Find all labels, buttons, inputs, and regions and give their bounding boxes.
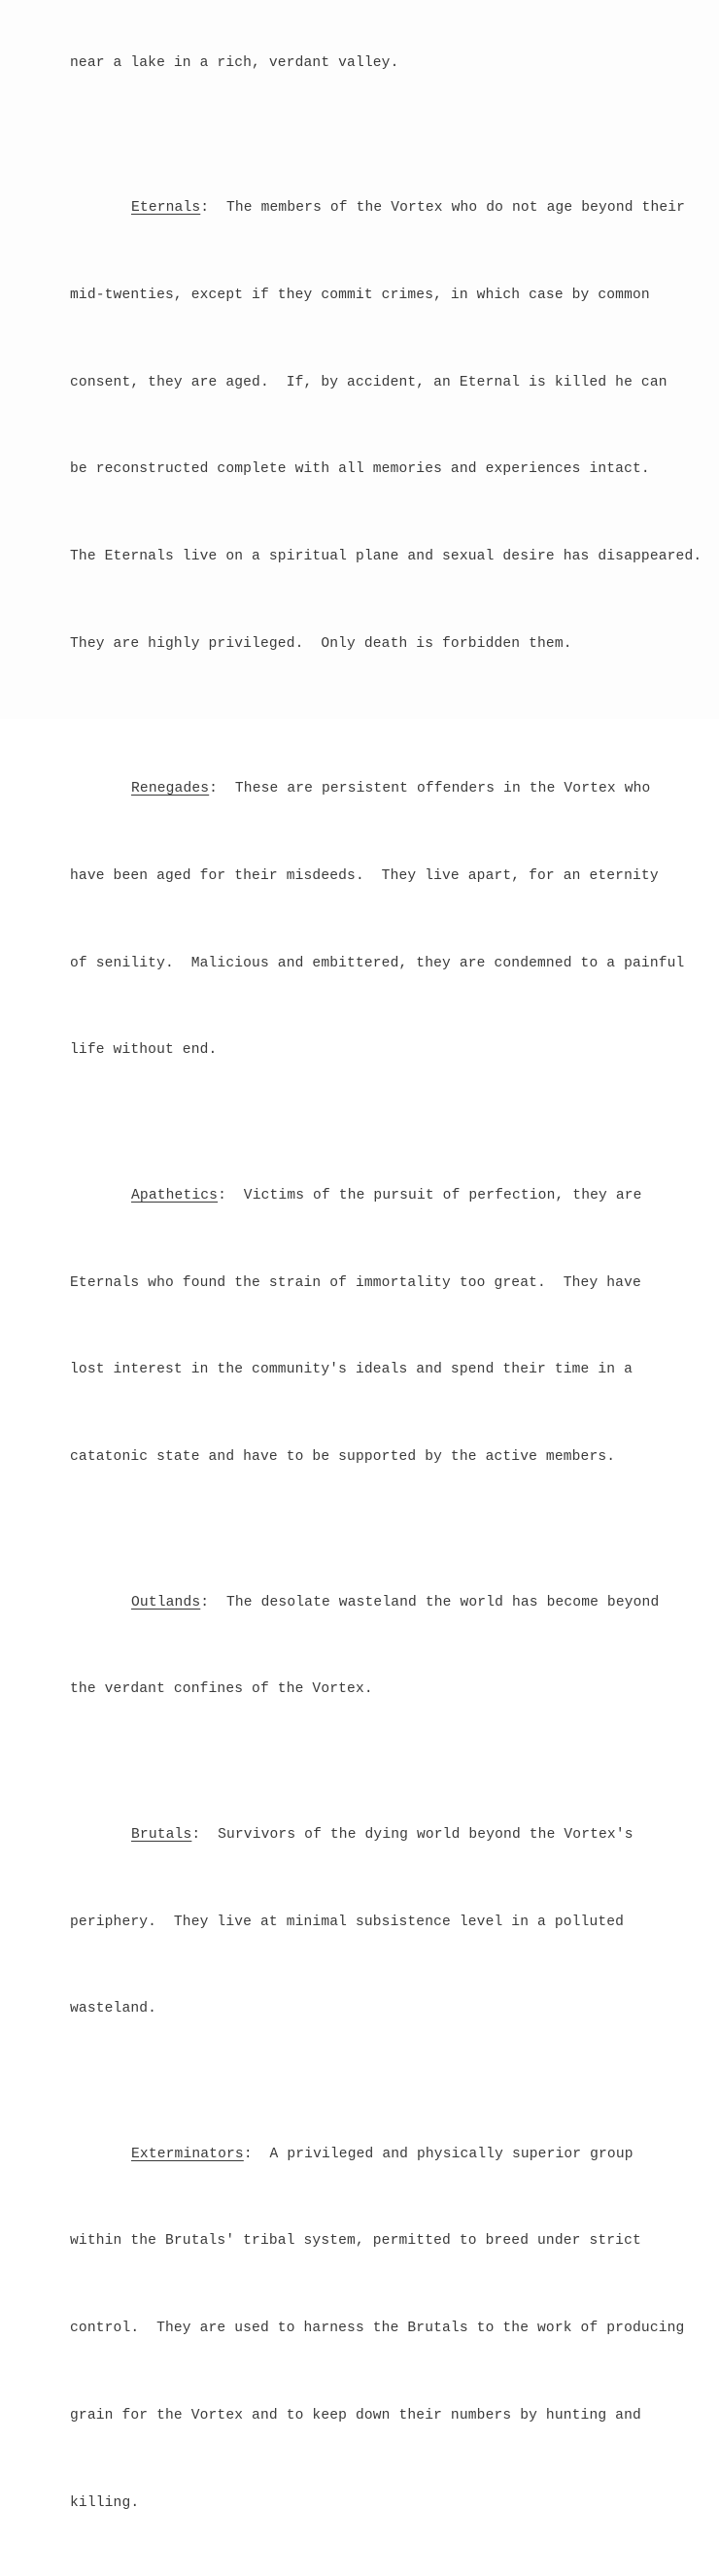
definition-line: be reconstructed complete with all memories and experiences intact. xyxy=(70,461,650,478)
entry-brutals-heading-line xyxy=(70,1821,719,1850)
definition-line: catatonic state and have to be supported by the active members. xyxy=(70,1449,616,1466)
definition-line: killing. xyxy=(70,2494,140,2511)
definition-line: periphery. They live at minimal subsistence level in a polluted xyxy=(70,1914,625,1930)
definition-line: of senility. Malicious and embittered, they are condemned to a painful xyxy=(70,955,685,971)
definition-line: mid-twenties, except if they commit crimes, in which case by common xyxy=(70,288,650,304)
definition-line: Eternals who found the strain of immortality too great. They have xyxy=(70,1274,641,1291)
definition-start: : Survivors of the dying world beyond the Vortex's xyxy=(191,1826,633,1843)
definition-line: have been aged for their misdeeds. They live apart, for an eternity xyxy=(70,868,659,885)
definition-line: grain for the Vortex and to keep down their numbers by hunting and xyxy=(70,2407,641,2423)
entry-outlands-heading-line xyxy=(70,1589,719,1618)
entry-eternals-heading-line xyxy=(70,194,719,223)
definition-start: : The desolate wasteland the world has become beyond xyxy=(200,1594,660,1610)
entry-renegades-heading-line xyxy=(70,775,719,804)
definition-line: They are highly privileged. Only death is forbidden them. xyxy=(70,635,572,652)
entry-apathetics-heading-line xyxy=(70,1182,719,1211)
definition-line: consent, they are aged. If, by accident, an Eternal is killed he can xyxy=(70,374,668,390)
definition-line: The Eternals live on a spiritual plane and sexual desire has disappeared. xyxy=(70,549,702,565)
term-renegades: Renegades xyxy=(131,781,210,797)
definition-line: control. They are used to harness the Brutals to the work of producing xyxy=(70,2321,685,2337)
definition-line: life without end. xyxy=(70,1042,218,1059)
term-outlands: Outlands xyxy=(131,1594,201,1610)
definition-start: : The members of the Vortex who do not age beyond their xyxy=(200,200,686,217)
entry-exterminators-heading-line xyxy=(70,2141,719,2170)
term-brutals: Brutals xyxy=(131,1826,192,1843)
definition-line: within the Brutals' tribal system, permitted to breed under strict xyxy=(70,2233,641,2250)
term-exterminators: Exterminators xyxy=(131,2146,244,2162)
definition-start: : Victims of the pursuit of perfection, they are xyxy=(218,1187,642,1203)
opening-line: near a lake in a rich, verdant valley. xyxy=(70,54,399,71)
definition-line: lost interest in the community's ideals and spend their time in a xyxy=(70,1362,633,1378)
term-apathetics: Apathetics xyxy=(131,1187,219,1203)
term-eternals: Eternals xyxy=(131,200,201,217)
definition-line: the verdant confines of the Vortex. xyxy=(70,1681,373,1698)
definition-start: : A privileged and physically superior group xyxy=(243,2146,633,2162)
glossary-text xyxy=(70,0,719,2576)
definition-start: : These are persistent offenders in the Vortex who xyxy=(209,781,651,797)
definition-line: wasteland. xyxy=(70,2001,157,2017)
